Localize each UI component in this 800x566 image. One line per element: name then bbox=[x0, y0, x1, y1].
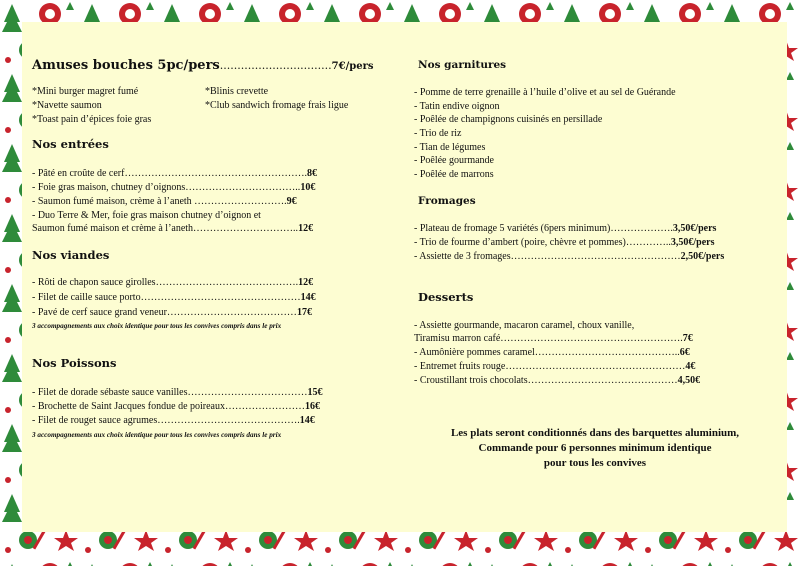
dessert-item: - Assiette gourmande, macaron caramel, choux vanille, bbox=[414, 320, 635, 331]
viandes-heading: Nos viandes bbox=[32, 248, 110, 262]
entrees-heading: Nos entrées bbox=[32, 137, 109, 151]
amuse-item: *Club sandwich fromage frais ligue bbox=[205, 100, 349, 111]
fromage-item: - Plateau de fromage 5 variétés (6pers minimum)……………….3,50€/pers bbox=[414, 223, 717, 234]
garniture-item: - Poêlée de marrons bbox=[414, 169, 494, 180]
dessert-item: Tiramisu marron café……………………………………………….7€ bbox=[414, 333, 693, 344]
viandes-note: 3 accompagnements aux choix identique pour tous les convives compris dans le prix bbox=[32, 322, 282, 330]
amuse-item: *Toast pain d’épices foie gras bbox=[32, 114, 152, 125]
footer-line: pour tous les convives bbox=[543, 457, 647, 469]
entree-item: - Saumon fumé maison, crème à l’aneth ……………………….9€ bbox=[32, 196, 297, 207]
poissons-heading: Nos Poissons bbox=[32, 356, 117, 370]
amuse-item: *Navette saumon bbox=[32, 100, 102, 111]
amuse-item: *Mini burger magret fumé bbox=[32, 86, 139, 97]
footer-line: Les plats seront conditionnés dans des barquettes aluminium, bbox=[450, 427, 740, 439]
viande-item: - Rôti de chapon sauce girolles…………………………………….12€ bbox=[32, 277, 314, 288]
amuses-heading: Amuses bouches 5pc/pers................................7€/pers bbox=[32, 58, 374, 73]
dessert-item: - Croustillant trois chocolats………………………………………4,50€ bbox=[414, 375, 701, 386]
footer-note bbox=[410, 426, 780, 471]
amuse-item: *Blinis crevette bbox=[205, 86, 269, 97]
fromages-heading: Fromages bbox=[418, 195, 476, 207]
fromage-item: - Assiette de 3 fromages……………………………………………2,50€/pers bbox=[414, 251, 725, 262]
dessert-item: - Entremet fruits rouge………………………………………………4€ bbox=[414, 361, 696, 372]
garniture-item: - Tatin endive oignon bbox=[414, 101, 500, 112]
entree-item: - Duo Terre & Mer, foie gras maison chutney d’oignon et bbox=[32, 210, 261, 221]
viande-item: - Pavé de cerf sauce grand veneur…………………………………17€ bbox=[32, 307, 312, 318]
garniture-item: - Pomme de terre grenaille à l’huile d’olive et au sel de Guérande bbox=[414, 87, 676, 98]
entree-item: - Foie gras maison, chutney d’oignons……………………………..10€ bbox=[32, 182, 316, 193]
poisson-item: - Filet de rouget sauce agrumes…………………………………….14€ bbox=[32, 415, 315, 426]
garniture-item: - Poêlée gourmande bbox=[414, 155, 494, 166]
entree-item: Saumon fumé maison et crème à l’aneth…………………………..12€ bbox=[32, 223, 314, 234]
entree-item: - Pâté en croûte de cerf……………………………………………….8€ bbox=[32, 168, 317, 179]
fromage-item: - Trio de fourme d’ambert (poire, chèvre et pommes)…………..3,50€/pers bbox=[414, 237, 715, 248]
footer-line: Commande pour 6 personnes minimum identique bbox=[478, 442, 712, 454]
menu-card bbox=[22, 22, 787, 532]
garniture-item: - Poêlée de champignons cuisinés en persillade bbox=[414, 114, 603, 125]
garniture-item: - Tian de légumes bbox=[414, 142, 486, 153]
garniture-item: - Trio de riz bbox=[414, 128, 462, 139]
dessert-item: - Aumônière pommes caramel……………………………………..6€ bbox=[414, 347, 690, 358]
garnitures-heading: Nos garnitures bbox=[418, 59, 507, 71]
desserts-heading: Desserts bbox=[418, 290, 474, 304]
viande-item: - Filet de caille sauce porto…………………………………………14€ bbox=[32, 292, 316, 303]
poissons-note: 3 accompagnements aux choix identique pour tous les convives compris dans le prix bbox=[32, 431, 282, 439]
poisson-item: - Brochette de Saint Jacques fondue de poireaux……………………16€ bbox=[32, 401, 320, 412]
poisson-item: - Filet de dorade sébaste sauce vanilles………………………………15€ bbox=[32, 387, 323, 398]
